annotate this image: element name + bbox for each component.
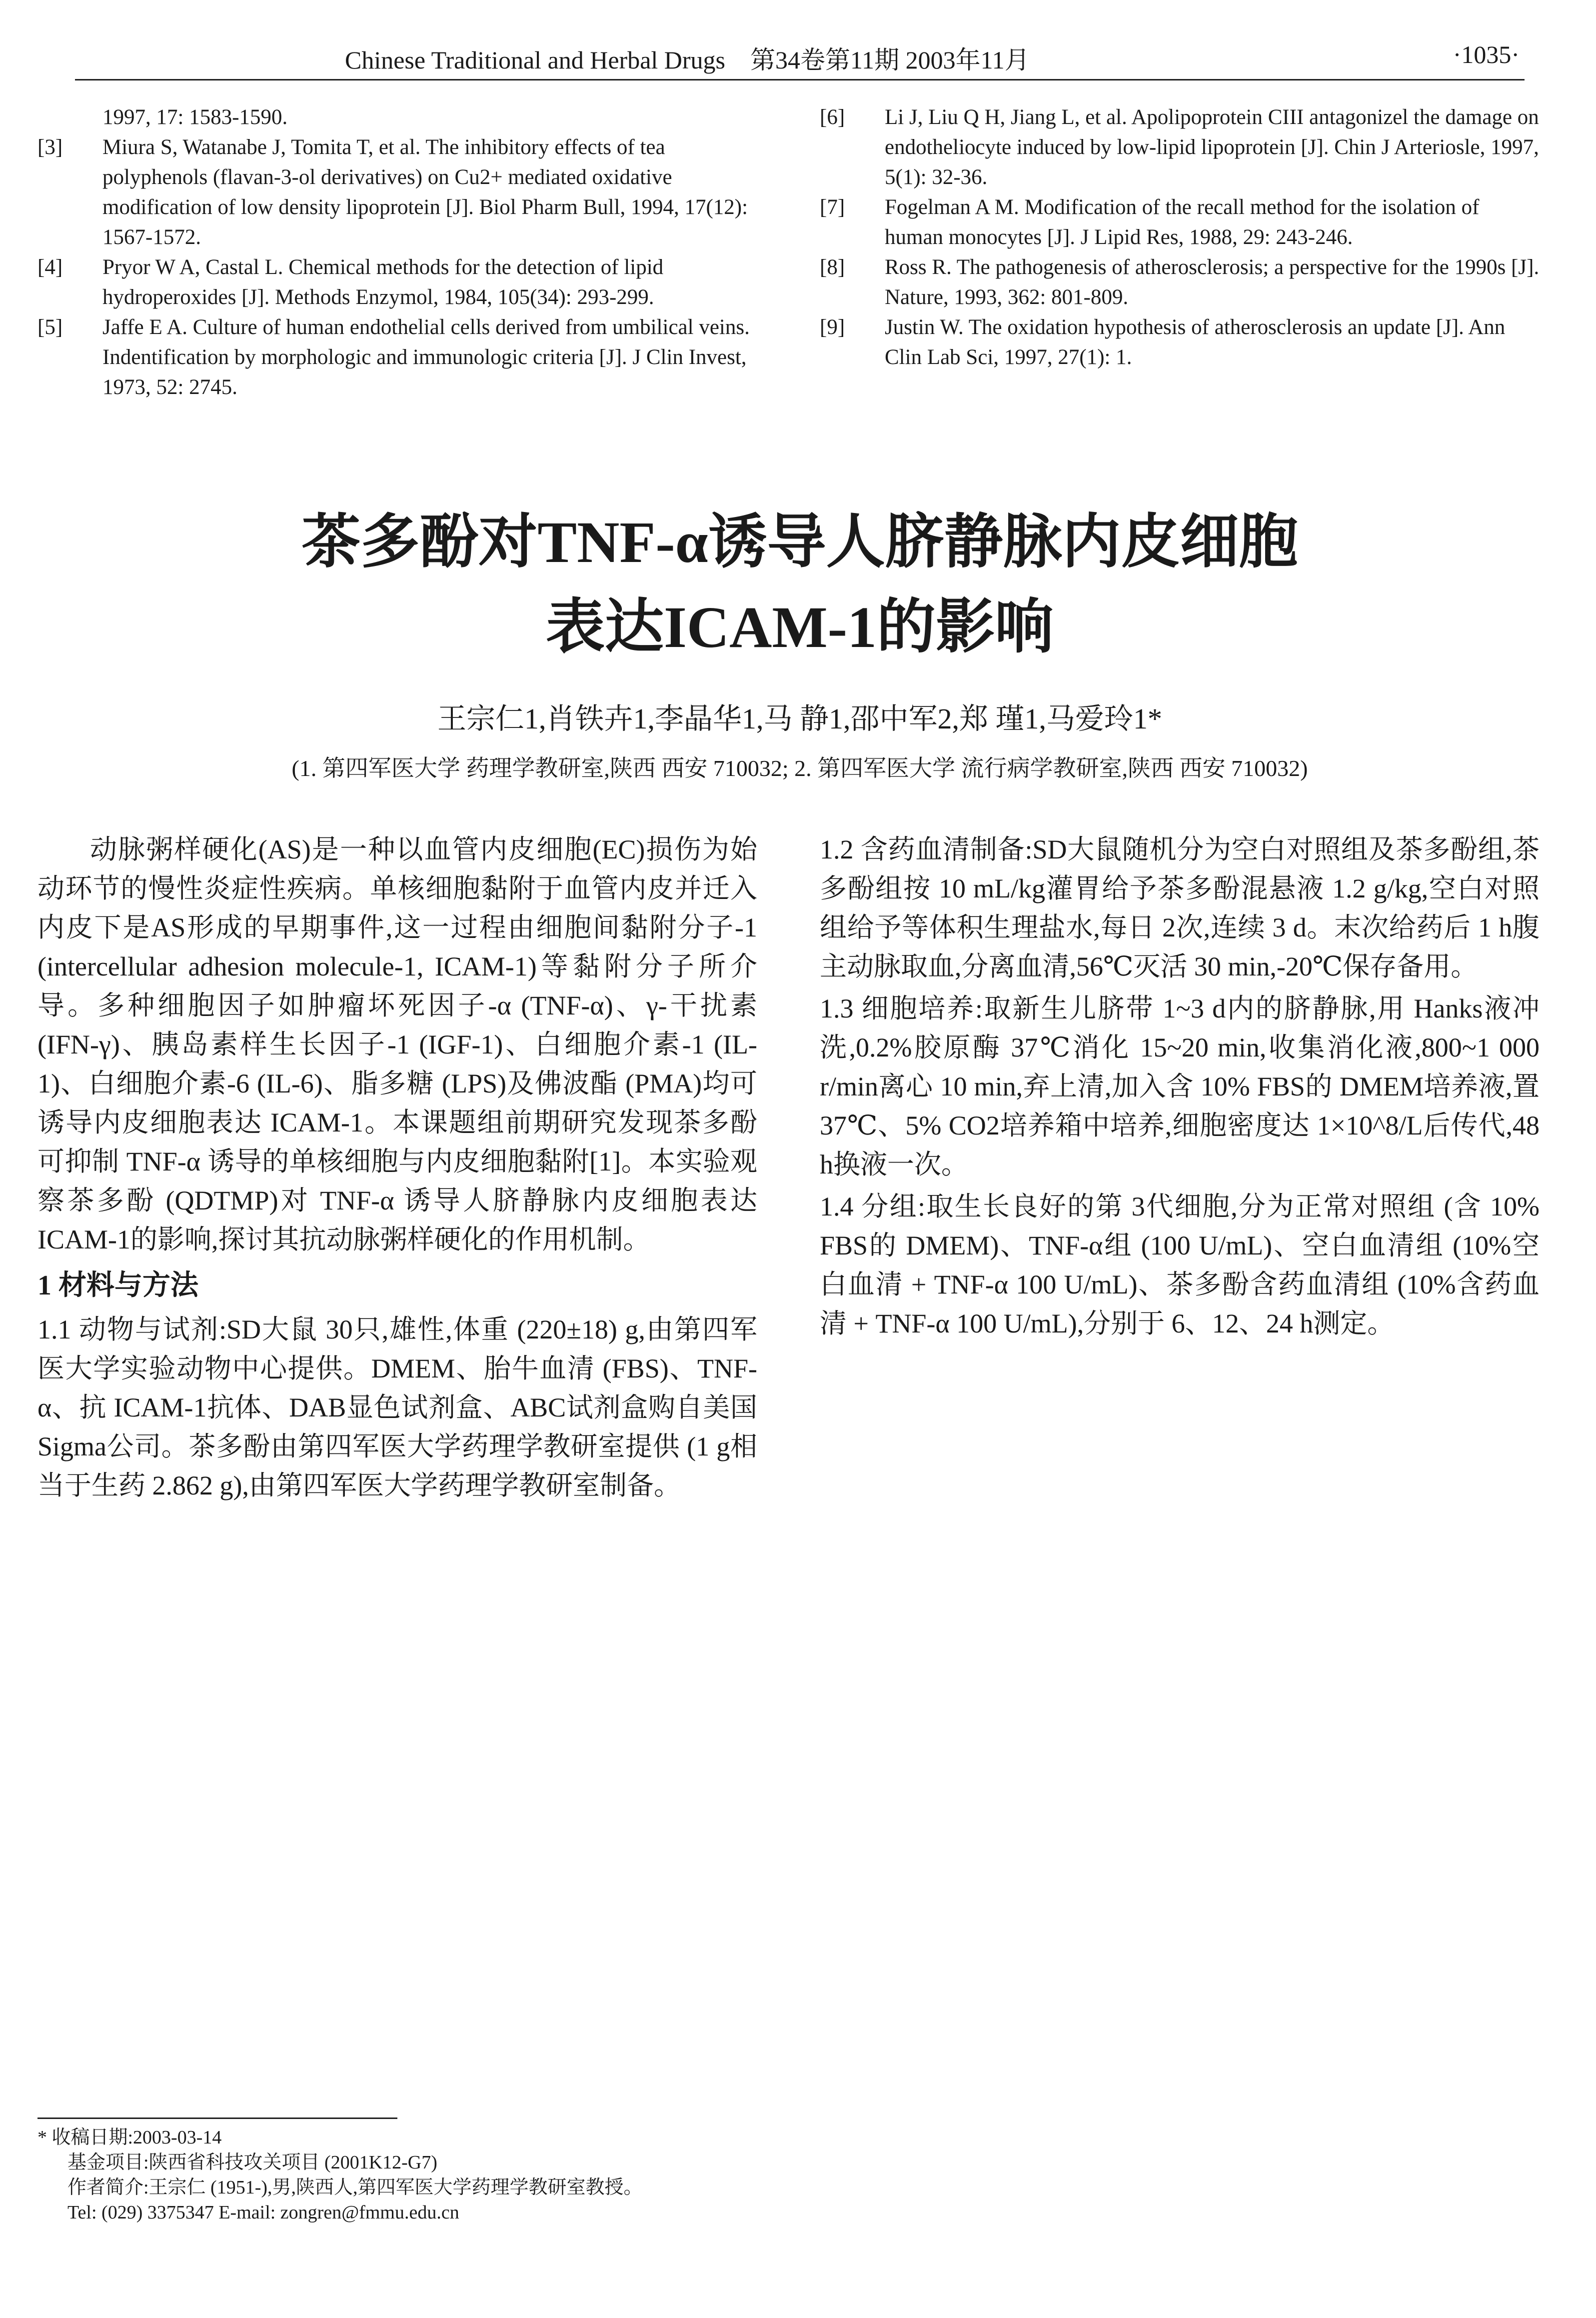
- footnote-rule: [37, 2118, 397, 2119]
- reference-item: [37, 312, 757, 402]
- reference-number: [8]: [820, 256, 845, 279]
- reference-number: [5]: [37, 316, 63, 339]
- reference-number: [7]: [820, 196, 845, 219]
- body-paragraph: 动脉粥样硬化(AS)是一种以血管内皮细胞(EC)损伤为始动环节的慢性炎症性疾病。单核细胞黏附于血管内皮并迁入内皮下是AS形成的早期事件,这一过程由细胞间黏附分子-1 (intercellular adhesion molecule-1, ICAM-1)等黏附分子所介导。多种细胞因子如肿瘤坏死因子-α (TNF-α)、γ-干扰素 (IFN-γ)、胰岛素样生长因子-1 (IGF-1)、白细胞介素-1 (IL-1)、白细胞介素-6 (IL-6)、脂多糖 (LPS)及佛波酯 (PMA)均可诱导内皮细胞表达 ICAM-1。本课题组前期研究发现茶多酚可抑制 TNF-α 诱导的单核细胞与内皮细胞黏附[1]。本实验观察茶多酚 (QDTMP)对 TNF-α 诱导人脐静脉内皮细胞表达 ICAM-1的影响,探讨其抗动脉粥样硬化的作用机制。: [37, 834, 757, 1254]
- reference-text: 1997, 17: 1583-1590.: [102, 106, 288, 129]
- body-paragraph: 1.1 动物与试剂:SD大鼠 30只,雄性,体重 (220±18) g,由第四军医大学实验动物中心提供。DMEM、胎牛血清 (FBS)、TNF-α、抗 ICAM-1抗体、DAB显色试剂盒、ABC试剂盒购自美国 Sigma公司。茶多酚由第四军医大学药理学教研室提供 (1 g相当于生药 2.862 g),由第四军医大学药理学教研室制备。: [37, 1314, 757, 1500]
- footnote-line: 基金项目:陕西省科技攻关项目 (2001K12-G7): [67, 2152, 437, 2173]
- title-line-2: 表达ICAM-1的影响: [545, 594, 1054, 660]
- references-right-column: [820, 102, 1540, 372]
- section-heading: 1 材料与方法: [37, 1270, 198, 1301]
- body-left-column: [37, 830, 757, 1508]
- reference-item: [820, 192, 1540, 252]
- reference-text: Jaffe E A. Culture of human endothelial cells derived from umbilical veins. Indentification by morphologic and immunologic criteria [J]. J Clin Invest, 1973, 52: 2745.: [102, 316, 750, 399]
- reference-text: Miura S, Watanabe J, Tomita T, et al. The inhibitory effects of tea polyphenols (flavan-3-ol derivatives) on Cu2+ mediated oxidative modification of low density lipoprotein [J]. Biol Pharm Bull, 1994, 17(12): 1567-1572.: [102, 136, 748, 249]
- title-line-1: 茶多酚对TNF-α诱导人脐静脉内皮细胞: [301, 510, 1298, 575]
- reference-text: Li J, Liu Q H, Jiang L, et al. Apolipoprotein CIII antagonizel the damage on endotheliocyte induced by low-lipid lipoprotein [J]. Chin J Arteriosle, 1997, 5(1): 32-36.: [885, 106, 1539, 189]
- footnote-line: 作者简介:王宗仁 (1951-),男,陕西人,第四军医大学药理学教研室教授。: [67, 2177, 643, 2198]
- reference-number: [4]: [37, 256, 63, 279]
- journal-issue: 第34卷第11期 2003年11月: [750, 46, 1030, 74]
- body-paragraph: 1.4 分组:取生长良好的第 3代细胞,分为正常对照组 (含 10% FBS的 DMEM)、TNF-α组 (100 U/mL)、空白血清组 (10%空白血清 + TNF-α 100 U/mL)、茶多酚含药血清组 (10%含药血清 + TNF-α 100 U/mL),分别于 6、12、24 h测定。: [820, 1192, 1540, 1338]
- journal-name: Chinese Traditional and Herbal Drugs: [345, 46, 726, 74]
- reference-number: [3]: [37, 136, 63, 159]
- footnote-line: * 收稿日期:2003-03-14: [37, 2127, 222, 2148]
- running-header: [75, 20, 1525, 74]
- page-number: ·1035·: [1453, 40, 1520, 68]
- body-paragraph: 1.3 细胞培养:取新生儿脐带 1~3 d内的脐静脉,用 Hanks液冲洗,0.2%胶原酶 37℃消化 15~20 min,收集消化液,800~1 000 r/min离心 10 min,弃上清,加入含 10% FBS的 DMEM培养液,置 37℃、5% CO2培养箱中培养,细胞密度达 1×10^8/L后传代,48 h换液一次。: [820, 994, 1540, 1180]
- reference-number: [9]: [820, 316, 845, 339]
- body-paragraph: 1.2 含药血清制备:SD大鼠随机分为空白对照组及茶多酚组,茶多酚组按 10 mL/kg灌胃给予茶多酚混悬液 1.2 g/kg,空白对照组给予等体积生理盐水,每日 2次,连续 3 d。末次给药后 1 h腹主动脉取血,分离血清,56℃灭活 30 min,-20℃保存备用。: [820, 834, 1540, 982]
- reference-item: [820, 312, 1540, 372]
- footnote: [37, 2125, 1337, 2225]
- header-rule: [75, 79, 1525, 80]
- reference-text: Ross R. The pathogenesis of atherosclerosis; a perspective for the 1990s [J]. Nature, 1993, 362: 801-809.: [885, 256, 1540, 309]
- reference-item: [37, 132, 757, 252]
- reference-text: Justin W. The oxidation hypothesis of atherosclerosis an update [J]. Ann Clin Lab Sci, 1997, 27(1): 1.: [885, 316, 1506, 369]
- reference-item: [37, 102, 757, 132]
- article-title: [150, 500, 1450, 670]
- author-list: 王宗仁1,肖铁卉1,李晶华1,马 静1,邵中军2,郑 瑾1,马爱玲1*: [437, 702, 1162, 735]
- reference-text: Pryor W A, Castal L. Chemical methods for the detection of lipid hydroperoxides [J]. Methods Enzymol, 1984, 105(34): 293-299.: [102, 256, 664, 309]
- affiliation: (1. 第四军医大学 药理学教研室,陕西 西安 710032; 2. 第四军医大学 流行病学教研室,陕西 西安 710032): [291, 756, 1308, 781]
- reference-text: Fogelman A M. Modification of the recall method for the isolation of human monocytes [J]. J Lipid Res, 1988, 29: 243-246.: [885, 196, 1480, 249]
- reference-number: [6]: [820, 106, 845, 129]
- body-right-column: [820, 830, 1540, 1346]
- footnote-line: Tel: (029) 3375347 E-mail: zongren@fmmu.edu.cn: [67, 2202, 459, 2223]
- references-left-column: [37, 102, 757, 402]
- reference-item: [820, 252, 1540, 312]
- reference-item: [820, 102, 1540, 192]
- reference-item: [37, 252, 757, 312]
